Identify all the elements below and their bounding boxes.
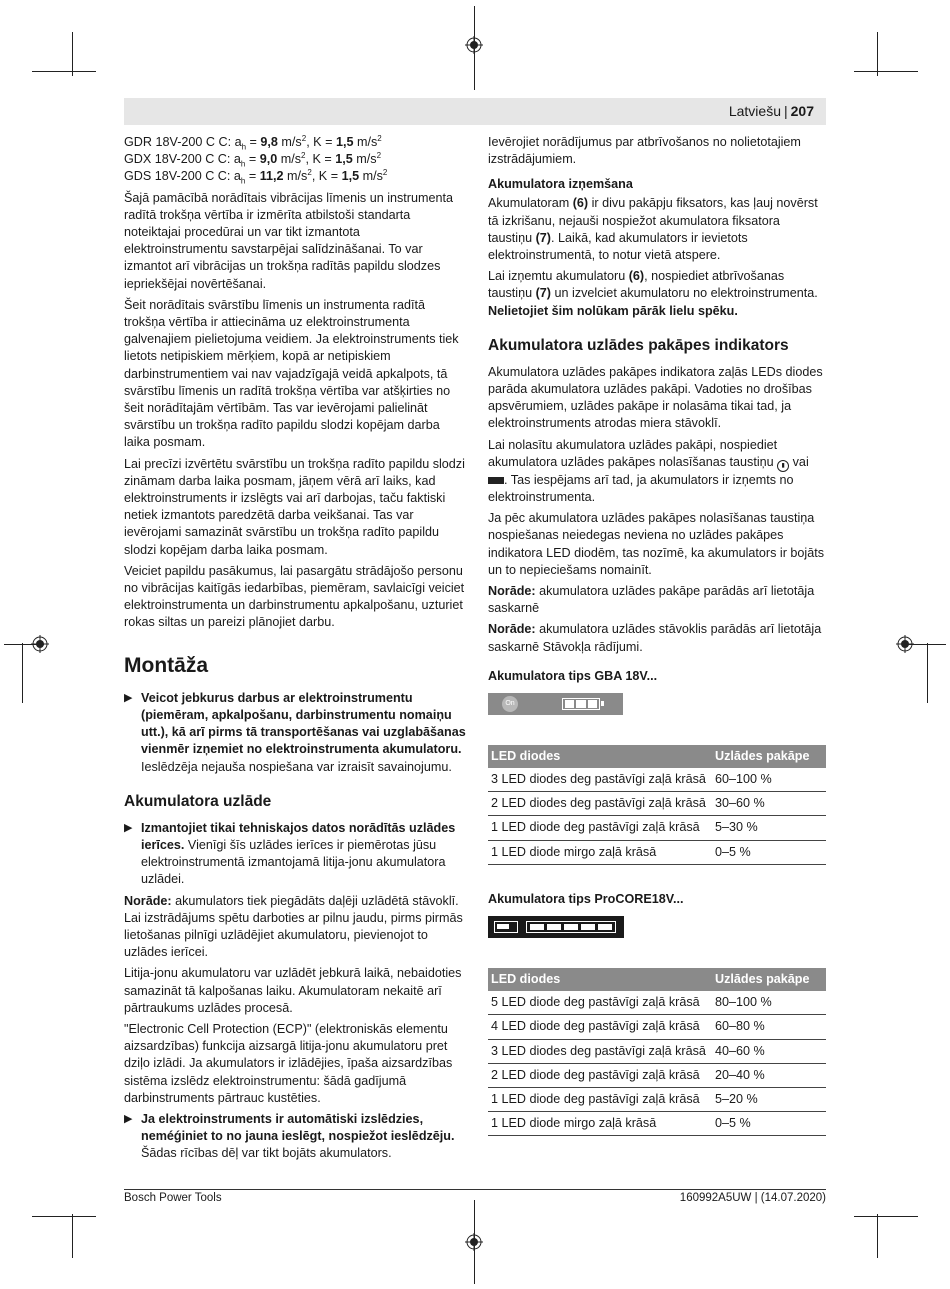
table-row: 1 LED diode mirgo zaļā krāsā 0–5 % xyxy=(488,1112,826,1136)
battery-bar-icon xyxy=(526,921,616,933)
table-header-level: Uzlādes pakāpe xyxy=(712,745,826,768)
paragraph: "Electronic Cell Protection (ECP)" (elektroniskās elementu aizsardzības) funkcija aizsargā litija-jonu akumulatoru pret dziļo izlādi. Ja akumulators ir izlādējies, īpaša aizsardzības sistēma izslēdz elektroinstrumentu: šādā gadījumā darbinstruments pārtrauc kustēties. xyxy=(124,1021,453,1105)
vib-line: GDX 18V-200 C C: $a_h = 9,0$ $m/s^2$, K = 1,5 $m/s^2$ xyxy=(124,151,382,169)
table-header-led: LED diodes xyxy=(488,968,712,991)
procore-led-table xyxy=(488,968,826,1136)
crop-mark xyxy=(22,643,23,703)
paragraph: Lai izņemtu akumulatoru (6), nospiediet atbrīvošanas taustiņu (7) un izvelciet akumulatoru no elektroinstrumenta. Nelietojiet šim nolūkam pārāk lielu spēku. xyxy=(488,269,818,318)
paragraph: Ievērojiet norādījumus par atbrīvošanos no nolietotajiem izstrādājumiem. xyxy=(488,135,801,167)
header-band xyxy=(124,98,826,125)
registration-mark-icon xyxy=(31,635,49,653)
table-row: 1 LED diode mirgo zaļā krāsā 0–5 % xyxy=(488,840,826,864)
paragraph: Litija-jonu akumulatoru var uzlādēt jebkurā laikā, nebaidoties samazināt tā kalpošanas laiku. Akumulatoram nekaitē arī pārtraukums uzlādes procesā. xyxy=(124,966,462,1015)
battery-icon xyxy=(562,698,600,710)
paragraph: Ja pēc akumulatora uzlādes pakāpes nolasīšanas taustiņa nospiešanas neiedegas neviena no uzlādes pakāpes indikatora LED diodēm, tas nozīmē, ka akumulators ir bojāts un to nepieciešams nomainīt. xyxy=(488,511,824,577)
procore-battery-indicator-icon xyxy=(488,916,624,938)
registration-mark-icon xyxy=(896,635,914,653)
note: Norāde: akumulators tiek piegādāts daļēji uzlādētā stāvoklī. Lai izstrādājums spētu darboties ar pilnu jaudu, pirms pirmās lietošanas pilnīgi uzlādējiet akumulatoru, pievienojot to uzlādes ierīcei. xyxy=(124,893,463,960)
table-row: 5 LED diode deg pastāvīgi zaļā krāsā 80–100 % xyxy=(488,991,826,1015)
table-header-level: Uzlādes pakāpe xyxy=(712,968,826,991)
section-title-indicator: Akumulatora uzlādes pakāpes indikators xyxy=(488,336,789,354)
registration-mark-icon xyxy=(465,1233,483,1251)
bullet-item: ▶ Izmantojiet tikai tehniskajos datos norādītās uzlādes ierīces. Vienīgi šīs uzlādes ierīces ir piemērotas jūsu elektroinstrumentā izmantojamā litija-jonu akumulatora uzlādei. xyxy=(124,820,456,887)
table-row: 1 LED diode deg pastāvīgi zaļā krāsā 5–30 % xyxy=(488,816,826,840)
subsection-title-iznemsana: Akumulatora izņemšana xyxy=(488,177,633,192)
table-row: 3 LED diodes deg pastāvīgi zaļā krāsā 40–60 % xyxy=(488,1039,826,1063)
crop-mark xyxy=(854,71,918,72)
crop-mark xyxy=(72,32,73,76)
crop-mark xyxy=(877,1214,878,1258)
crop-mark xyxy=(927,643,928,703)
battery-small-icon xyxy=(494,921,518,933)
gba-led-table xyxy=(488,745,826,865)
subsection-title-procore: Akumulatora tips ProCORE18V... xyxy=(488,891,684,906)
vibration-values xyxy=(124,134,466,186)
paragraph: Šajā pamācībā norādītais vibrācijas līmenis un instrumenta radītā trokšņa vērtība ir izmērīta atbilstoši standarta noteiktajai procedūrai un var tikt izmantota elektroinstrumentu savstarpējai salīdzināšanai. To var izmantot arī vibrācijas un trokšņa radītās papildu slodzes iepriekšējai novērtēšanai. xyxy=(124,190,453,291)
bullet-item: ▶ Veicot jebkurus darbus ar elektroinstrumentu (piemēram, apkalpošanu, darbinstrumentu nomaiņu utt.), kā arī pirms tā transportēšanas vai uzglabāšanas vienmēr izņemiet no elektroinstrumenta akumulatoru. Ieslēdzēja nejauša nospiešana var izraisīt savainojumu. xyxy=(124,690,466,774)
crop-mark xyxy=(32,1216,96,1217)
page-number: 207 xyxy=(790,103,814,119)
table-header-row xyxy=(488,745,826,768)
section-title-montaza: Montāža xyxy=(124,653,208,677)
battery-gauge-icon xyxy=(488,477,504,484)
paragraph: Lai nolasītu akumulatora uzlādes pakāpi, nospiediet akumulatora uzlādes pakāpes nolasīšanas taustiņu ▮ vai . Tas iespējams arī tad, ja akumulators ir izņemts no elektroinstrumenta. xyxy=(488,437,809,505)
table-row: 4 LED diode deg pastāvīgi zaļā krāsā 60–80 % xyxy=(488,1015,826,1039)
footer-doc-id: 160992A5UW | (14.07.2020) xyxy=(679,1192,826,1204)
paragraph: Lai precīzi izvērtētu svārstību un trokšņa radīto papildu slodzi zināmam darba laika posmam, jāņem vērā arī laiks, kad elektroinstruments ir izslēgts vai arī darbojas, taču faktiski netiek izmantots paredzētā darba veikšanai. Tas var ievērojami samazināt svārstību un trokšņa radīto papildu slodzi kopējam darba laika posmam. xyxy=(124,456,465,557)
on-button-icon: On xyxy=(502,696,518,712)
bullet-arrow-icon: ▶ xyxy=(124,691,133,704)
registration-mark-icon xyxy=(465,36,483,54)
paragraph: Veiciet papildu pasākumus, lai pasargātu strādājošo personu no vibrācijas kaitīgās iedarbības, piemēram, savlaicīgi veiciet elektroinstrumenta un darbinstrumentu apkalpošanu, uzturiet rokas siltas un pareizi plānojiet darbu. xyxy=(124,563,465,630)
table-header-led: LED diodes xyxy=(488,745,712,768)
subsection-title-gba: Akumulatora tips GBA 18V... xyxy=(488,668,658,683)
charge-button-icon: ▮ xyxy=(777,460,789,472)
right-column xyxy=(488,134,826,1136)
paragraph: Akumulatora uzlādes pakāpes indikatora zaļās LEDs diodes parāda akumulatora uzlādes pakāpi. Vadoties no drošības apsvērumiem, uzlādes pakāpe ir nolasāma tikai tad, ja elektroinstruments atrodas miera stāvoklī. xyxy=(488,364,823,431)
bullet-item: ▶ Ja elektroinstruments ir automātiski izslēdzies, neméǵiniet to no jauna ieslēgt, nospiežot ieslēdzēju. Šādas rīcības dēļ var tikt bojāts akumulators. xyxy=(124,1111,455,1161)
note: Norāde: akumulatora uzlādes stāvoklis parādās arī lietotāja saskarnē Stāvokļa rādījumi. xyxy=(488,622,822,654)
vib-line: GDS 18V-200 C C: $a_h = 11,2$ $m/s^2$, K = 1,5 $m/s^2$ xyxy=(124,168,388,186)
footer-rule xyxy=(124,1189,826,1190)
gba-battery-indicator-icon xyxy=(488,693,623,715)
note: Norāde: akumulatora uzlādes pakāpe parādās arī lietotāja saskarnē xyxy=(488,584,815,616)
crop-mark xyxy=(854,1216,918,1217)
paragraph: Šeit norādītais svārstību līmenis un instrumenta radītā trokšņa vērtība ir attiecināma uz elektroinstrumenta galvenajiem pielietojuma veidiem. Ja elektroinstruments tiek lietots netipiskiem mērķiem, kopā ar netipiskiem darbinstrumentiem vai nav vajadzīgajā veidā apkalpots, tā svārstību līmenis un radītā trokšņa vērtība var atšķirties no šeit norādītajām vērtībām. Tas var ievērojami palielināt svārstību un trokšņa radīto papildu slodzi kopējam darba laika posmam. xyxy=(124,297,459,450)
vib-line: GDR 18V-200 C C: $a_h = 9,8$ $m/s^2$, K = 1,5 $m/s^2$ xyxy=(124,133,382,152)
crop-mark xyxy=(877,32,878,76)
table-header-row xyxy=(488,968,826,991)
bullet-arrow-icon: ▶ xyxy=(124,1112,133,1125)
footer-brand: Bosch Power Tools xyxy=(124,1192,222,1204)
crop-mark xyxy=(72,1214,73,1258)
crop-mark xyxy=(32,71,96,72)
header-language: Latviešu xyxy=(728,103,781,119)
table-row: 2 LED diodes deg pastāvīgi zaļā krāsā 30–60 % xyxy=(488,792,826,816)
left-column xyxy=(124,134,466,1167)
table-row: 1 LED diode deg pastāvīgi zaļā krāsā 5–20 % xyxy=(488,1087,826,1111)
page-header: Latviešu | 207 xyxy=(728,103,814,119)
section-title-uzlade: Akumulatora uzlāde xyxy=(124,792,272,810)
paragraph: Akumulatoram (6) ir divu pakāpju fiksators, kas ļauj novērst tā izkrišanu, nejauši nospiežot akumulatora fiksatora taustiņu (7). Laikā, kad akumulators ir ievietots elektroinstrumentā, to notur vietā atspere. xyxy=(488,196,818,263)
table-row: 3 LED diodes deg pastāvīgi zaļā krāsā 60–100 % xyxy=(488,768,826,792)
bullet-arrow-icon: ▶ xyxy=(124,821,133,834)
table-row: 2 LED diode deg pastāvīgi zaļā krāsā 20–40 % xyxy=(488,1063,826,1087)
